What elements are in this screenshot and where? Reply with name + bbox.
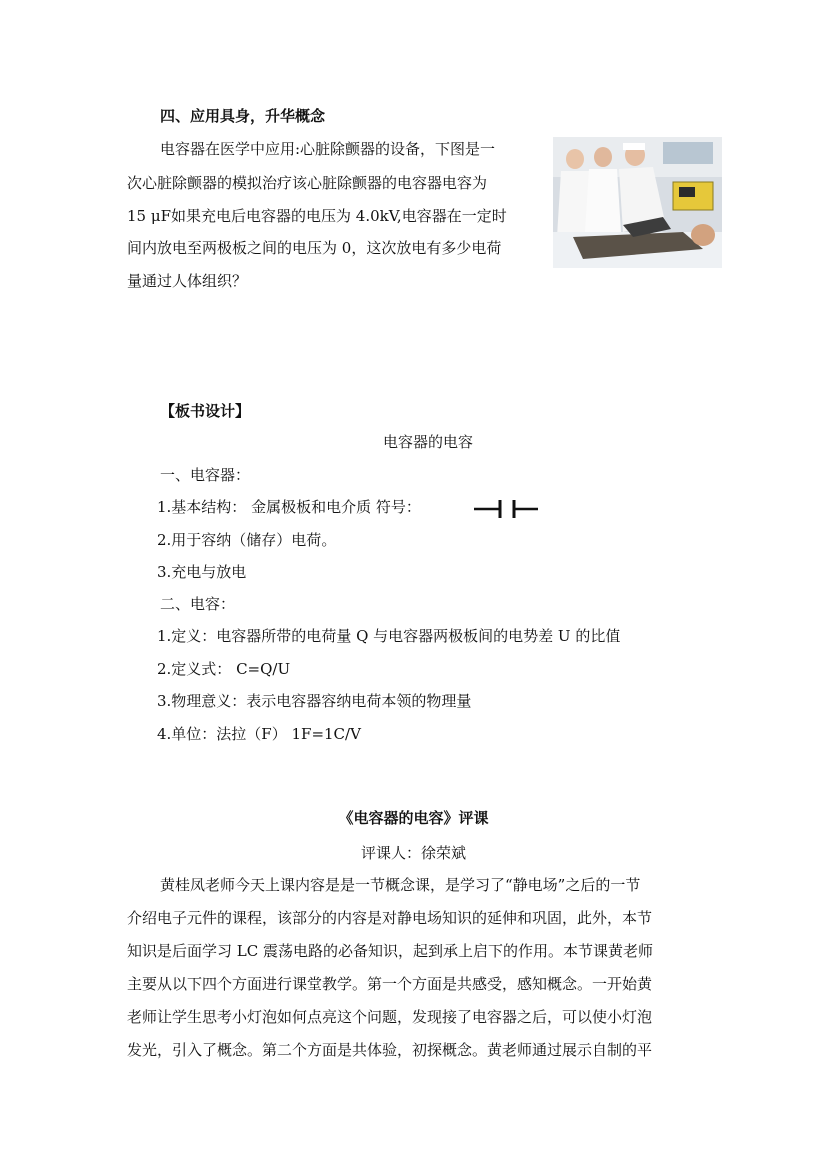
board-item: 2.定义式： C=Q/U [157, 660, 291, 678]
board-item: 3.物理意义：表示电容器容纳电荷本领的物理量 [157, 692, 472, 710]
review-paragraph-line: 介绍电子元件的课程，该部分的内容是对静电场知识的延伸和巩固，此外，本节 [127, 909, 653, 927]
board-item: 3.充电与放电 [157, 563, 247, 581]
board-item: 1.基本结构： 金属极板和电介质 符号： [157, 498, 421, 516]
board-item: 2.用于容纳（储存）电荷。 [157, 531, 337, 549]
board-item: 一、电容器： [160, 466, 251, 484]
board-item: 二、电容： [160, 595, 236, 613]
section4-paragraph-line: 量通过人体组织？ [127, 272, 248, 290]
section4-paragraph-line: 电容器在医学中应用:心脏除颤器的设备，下图是一 [160, 140, 496, 158]
review-paragraph-line: 知识是后面学习 LC 震荡电路的必备知识，起到承上启下的作用。本节课黄老师 [127, 942, 653, 960]
board-title: 电容器的电容 [383, 433, 474, 451]
review-paragraph-line: 主要从以下四个方面进行课堂教学。第一个方面是共感受，感知概念。一开始黄 [127, 975, 653, 993]
review-paragraph-line: 老师让学生思考小灯泡如何点亮这个问题，发现接了电容器之后，可以使小灯泡 [127, 1008, 653, 1026]
board-item: 1.定义：电容器所带的电荷量 Q 与电容器两极板间的电势差 U 的比值 [157, 627, 621, 645]
capacitor-symbol-icon [472, 500, 542, 518]
defibrillator-training-photo [553, 137, 722, 268]
board-item: 4.单位：法拉（F） 1F=1C/V [157, 725, 361, 743]
section4-paragraph-line: 间内放电至两极板之间的电压为 0，这次放电有多少电荷 [127, 239, 502, 257]
section4-paragraph-line: 15 μF如果充电后电容器的电压为 4.0kV,电容器在一定时 [127, 207, 507, 225]
review-reviewer: 评课人：徐荣斌 [360, 844, 466, 862]
section4-paragraph-line: 次心脏除颤器的模拟治疗该心脏除颤器的电容器电容为 [127, 174, 488, 192]
review-title: 《电容器的电容》评课 [338, 809, 489, 827]
section4-heading: 四、应用具身，升华概念 [160, 107, 326, 125]
review-paragraph-line: 黄桂凤老师今天上课内容是是一节概念课，是学习了“静电场”之后的一节 [160, 876, 641, 894]
board-heading: 【板书设计】 [160, 402, 251, 420]
review-paragraph-line: 发光，引入了概念。第二个方面是共体验，初探概念。黄老师通过展示自制的平 [127, 1041, 653, 1059]
